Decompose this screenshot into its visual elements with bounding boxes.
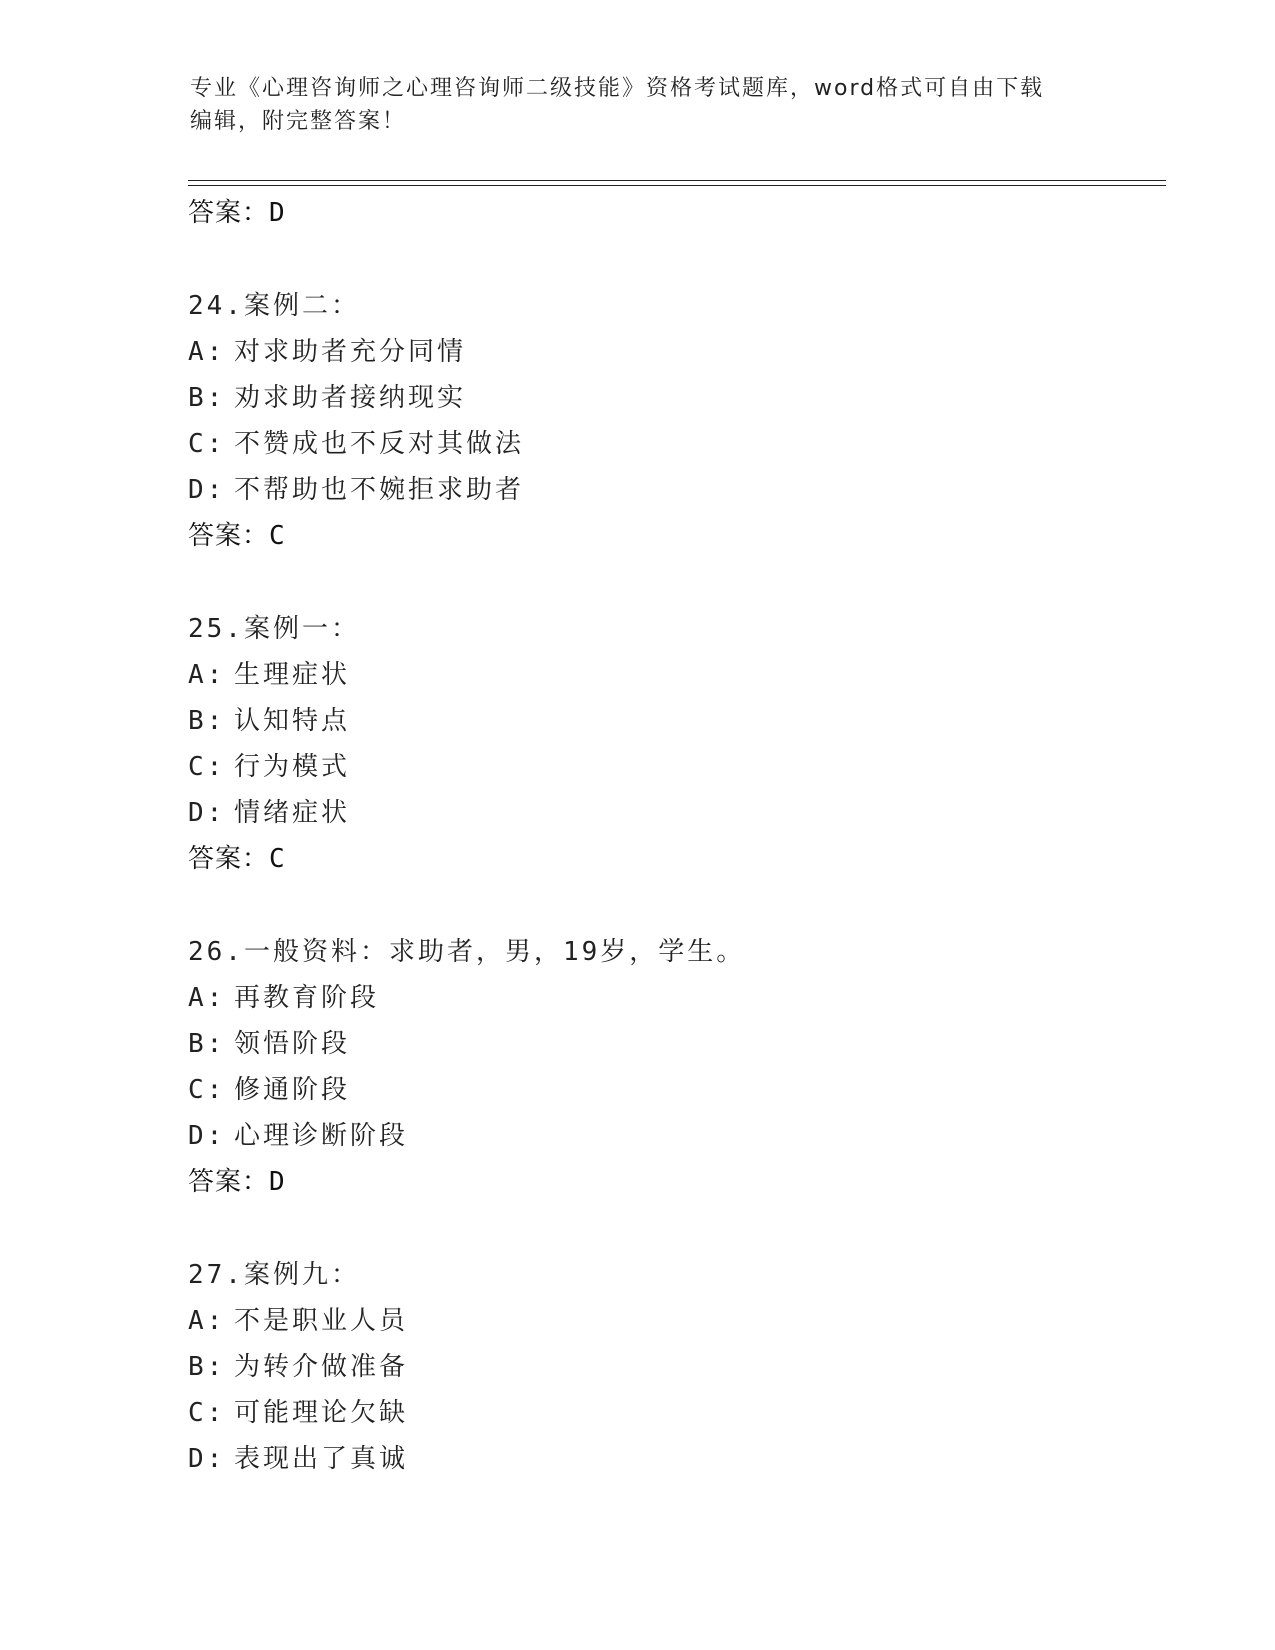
option-c: [188, 1067, 1168, 1113]
question-list: [188, 190, 1168, 1482]
question-item: [188, 929, 1168, 1205]
option-letter: C:: [188, 1075, 226, 1105]
answer-line: [188, 836, 1168, 882]
answer-line: [188, 1159, 1168, 1205]
option-a: [188, 1298, 1168, 1344]
option-letter: C:: [188, 752, 226, 782]
option-letter: B:: [188, 706, 226, 736]
option-text: 表现出了真诚: [234, 1444, 409, 1474]
option-c: [188, 744, 1168, 790]
answer-value: D: [269, 198, 286, 228]
option-letter: A:: [188, 983, 226, 1013]
question-text: 案例一：: [243, 614, 360, 644]
option-text: 再教育阶段: [234, 983, 380, 1013]
question-title: [188, 929, 1168, 975]
option-letter: A:: [188, 337, 226, 367]
question-text: 案例二：: [243, 291, 360, 321]
header-divider-top: [188, 180, 1166, 181]
question-item: [188, 1252, 1168, 1482]
option-letter: C:: [188, 1398, 226, 1428]
option-a: [188, 329, 1168, 375]
option-a: [188, 975, 1168, 1021]
header-divider-bottom: [188, 185, 1166, 186]
option-text: 领悟阶段: [234, 1029, 351, 1059]
option-b: [188, 1021, 1168, 1067]
option-text: 心理诊断阶段: [234, 1121, 409, 1151]
option-text: 生理症状: [234, 660, 351, 690]
question-number: 25.: [188, 614, 244, 644]
answer-value: D: [269, 1167, 286, 1197]
answer-label: 答案：: [188, 844, 270, 874]
answer-line: [188, 190, 1168, 236]
option-d: [188, 1436, 1168, 1482]
option-letter: D:: [188, 798, 226, 828]
option-text: 可能理论欠缺: [234, 1398, 409, 1428]
option-text: 认知特点: [234, 706, 351, 736]
question-title: [188, 1252, 1168, 1298]
option-letter: B:: [188, 1029, 226, 1059]
answer-value: C: [269, 521, 286, 551]
question-number: 24.: [188, 291, 244, 321]
document-header: [190, 72, 1090, 138]
answer-value: C: [269, 844, 286, 874]
option-letter: A:: [188, 1306, 226, 1336]
option-text: 不是职业人员: [234, 1306, 409, 1336]
option-text: 不帮助也不婉拒求助者: [234, 475, 525, 505]
option-text: 不赞成也不反对其做法: [234, 429, 525, 459]
option-a: [188, 652, 1168, 698]
question-text: 案例九：: [243, 1260, 360, 1290]
option-text: 对求助者充分同情: [234, 337, 467, 367]
option-text: 情绪症状: [234, 798, 351, 828]
option-letter: D:: [188, 1444, 226, 1474]
question-item: [188, 283, 1168, 559]
option-text: 为转介做准备: [234, 1352, 409, 1382]
option-text: 行为模式: [234, 752, 351, 782]
header-line-1: 专业《心理咨询师之心理咨询师二级技能》资格考试题库，word格式可自由下载: [190, 76, 1045, 101]
option-letter: B:: [188, 383, 226, 413]
option-letter: A:: [188, 660, 226, 690]
question-title: [188, 283, 1168, 329]
answer-label: 答案：: [188, 1167, 270, 1197]
header-line-2: 编辑，附完整答案！: [190, 109, 407, 134]
option-text: 修通阶段: [234, 1075, 351, 1105]
question-title: [188, 606, 1168, 652]
option-b: [188, 375, 1168, 421]
option-letter: C:: [188, 429, 226, 459]
option-d: [188, 1113, 1168, 1159]
option-text: 劝求助者接纳现实: [234, 383, 467, 413]
option-letter: D:: [188, 475, 226, 505]
option-b: [188, 698, 1168, 744]
option-b: [188, 1344, 1168, 1390]
answer-line: [188, 513, 1168, 559]
answer-label: 答案：: [188, 198, 270, 228]
question-number: 26.: [188, 937, 244, 967]
option-c: [188, 421, 1168, 467]
option-letter: D:: [188, 1121, 226, 1151]
answer-label: 答案：: [188, 521, 270, 551]
question-text: 一般资料：求助者，男，19岁，学生。: [243, 937, 746, 967]
option-d: [188, 467, 1168, 513]
option-c: [188, 1390, 1168, 1436]
option-d: [188, 790, 1168, 836]
question-item: [188, 606, 1168, 882]
question-number: 27.: [188, 1260, 244, 1290]
option-letter: B:: [188, 1352, 226, 1382]
